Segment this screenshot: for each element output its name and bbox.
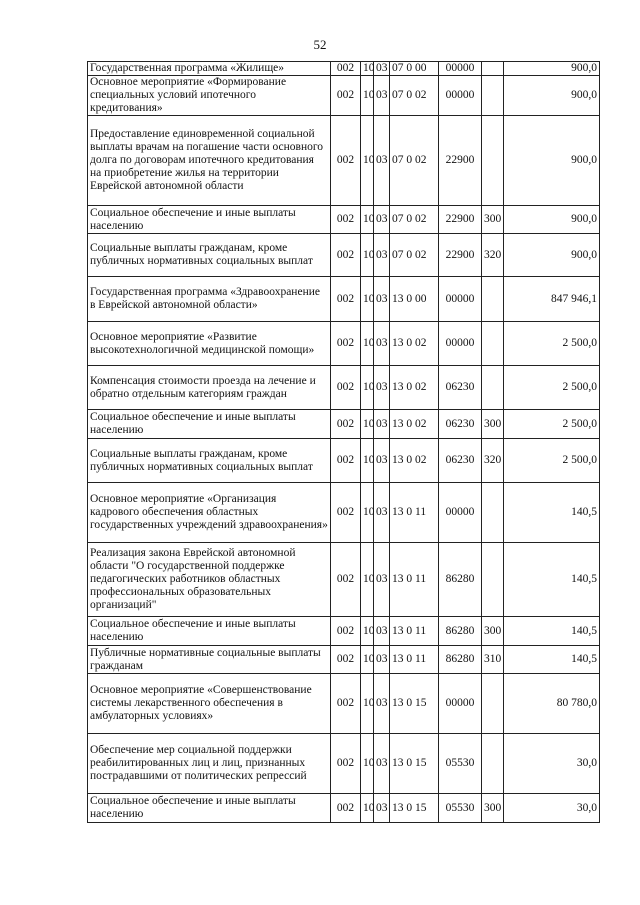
page-number: 52: [313, 37, 327, 52]
rz-code: 10: [361, 439, 374, 483]
table-row: [88, 116, 600, 206]
item-name: Основное мероприятие «Организация кадрового обеспечения областных государственных учреждений здравоохранения»: [88, 483, 331, 543]
table-row: [88, 410, 600, 439]
table-row: [88, 234, 600, 277]
gr-code: 002: [331, 617, 361, 646]
expense-type-code: [482, 366, 504, 410]
direction-code: 00000: [439, 62, 482, 76]
amount: 2 500,0: [504, 410, 600, 439]
program-code: 07 0 02: [390, 234, 439, 277]
item-name: Государственная программа «Здравоохранение в Еврейской автономной области»: [88, 277, 331, 322]
program-code: 13 0 15: [390, 734, 439, 794]
rz-code: 10: [361, 322, 374, 366]
gr-code: 002: [331, 674, 361, 734]
rz-code: 10: [361, 674, 374, 734]
expense-type-code: 300: [482, 206, 504, 234]
amount: 2 500,0: [504, 366, 600, 410]
item-name: Социальные выплаты гражданам, кроме публичных нормативных социальных выплат: [88, 439, 331, 483]
direction-code: 05530: [439, 794, 482, 823]
pr-code: 03: [374, 439, 390, 483]
rz-code: 10: [361, 206, 374, 234]
item-name: Компенсация стоимости проезда на лечение и обратно отдельным категориям граждан: [88, 366, 331, 410]
program-code: 07 0 02: [390, 116, 439, 206]
program-code: 13 0 11: [390, 646, 439, 674]
program-code: 07 0 02: [390, 76, 439, 116]
rz-code: 10: [361, 366, 374, 410]
rz-code: 10: [361, 76, 374, 116]
gr-code: 002: [331, 410, 361, 439]
direction-code: 86280: [439, 646, 482, 674]
pr-code: 03: [374, 674, 390, 734]
amount: 2 500,0: [504, 439, 600, 483]
gr-code: 002: [331, 543, 361, 617]
gr-code: 002: [331, 794, 361, 823]
amount: 900,0: [504, 234, 600, 277]
rz-code: 10: [361, 410, 374, 439]
item-name: Социальное обеспечение и иные выплаты населению: [88, 617, 331, 646]
budget-table-body: [88, 62, 600, 823]
direction-code: 06230: [439, 410, 482, 439]
gr-code: 002: [331, 62, 361, 76]
gr-code: 002: [331, 734, 361, 794]
amount: 140,5: [504, 483, 600, 543]
direction-code: 22900: [439, 206, 482, 234]
expense-type-code: [482, 322, 504, 366]
table-row: [88, 734, 600, 794]
direction-code: 00000: [439, 76, 482, 116]
item-name: Социальное обеспечение и иные выплаты населению: [88, 794, 331, 823]
gr-code: 002: [331, 322, 361, 366]
pr-code: 03: [374, 366, 390, 410]
table-row: [88, 62, 600, 76]
gr-code: 002: [331, 234, 361, 277]
pr-code: 03: [374, 277, 390, 322]
rz-code: 10: [361, 734, 374, 794]
table-row: [88, 674, 600, 734]
item-name: Социальные выплаты гражданам, кроме публичных нормативных социальных выплат: [88, 234, 331, 277]
table-row: [88, 483, 600, 543]
expense-type-code: 300: [482, 410, 504, 439]
pr-code: 03: [374, 206, 390, 234]
pr-code: 03: [374, 617, 390, 646]
table-row: [88, 277, 600, 322]
program-code: 13 0 15: [390, 794, 439, 823]
rz-code: 10: [361, 234, 374, 277]
program-code: 13 0 11: [390, 543, 439, 617]
direction-code: 00000: [439, 674, 482, 734]
amount: 80 780,0: [504, 674, 600, 734]
gr-code: 002: [331, 646, 361, 674]
expense-type-code: [482, 674, 504, 734]
direction-code: 00000: [439, 322, 482, 366]
table-row: [88, 617, 600, 646]
program-code: 13 0 02: [390, 322, 439, 366]
amount: 140,5: [504, 646, 600, 674]
direction-code: 06230: [439, 366, 482, 410]
amount: 140,5: [504, 543, 600, 617]
program-code: 13 0 11: [390, 483, 439, 543]
item-name: Публичные нормативные социальные выплаты гражданам: [88, 646, 331, 674]
direction-code: 86280: [439, 543, 482, 617]
pr-code: 03: [374, 483, 390, 543]
pr-code: 03: [374, 76, 390, 116]
rz-code: 10: [361, 116, 374, 206]
pr-code: 03: [374, 116, 390, 206]
rz-code: 10: [361, 62, 374, 76]
table-row: [88, 76, 600, 116]
gr-code: 002: [331, 366, 361, 410]
program-code: 13 0 02: [390, 366, 439, 410]
amount: 2 500,0: [504, 322, 600, 366]
amount: 900,0: [504, 206, 600, 234]
expense-type-code: 320: [482, 439, 504, 483]
table-row: [88, 206, 600, 234]
rz-code: 10: [361, 794, 374, 823]
pr-code: 03: [374, 62, 390, 76]
amount: 900,0: [504, 116, 600, 206]
rz-code: 10: [361, 483, 374, 543]
direction-code: 22900: [439, 234, 482, 277]
amount: 30,0: [504, 794, 600, 823]
expense-type-code: [482, 543, 504, 617]
expense-type-code: [482, 277, 504, 322]
program-code: 13 0 02: [390, 439, 439, 483]
gr-code: 002: [331, 277, 361, 322]
item-name: Обеспечение мер социальной поддержки реабилитированных лиц и лиц, признанных пострадавшими от политических репрессий: [88, 734, 331, 794]
item-name: Реализация закона Еврейской автономной области "О государственной поддержке педагогических работников областных профессиональных образовательных организаций": [88, 543, 331, 617]
amount: 847 946,1: [504, 277, 600, 322]
expense-type-code: [482, 483, 504, 543]
table-row: [88, 543, 600, 617]
table-row: [88, 646, 600, 674]
rz-code: 10: [361, 646, 374, 674]
item-name: Предоставление единовременной социальной выплаты врачам на погашение части основного долга по договорам ипотечного кредитования на приобретение жилья на территории Еврейской автономной области: [88, 116, 331, 206]
pr-code: 03: [374, 234, 390, 277]
expense-type-code: 300: [482, 617, 504, 646]
pr-code: 03: [374, 410, 390, 439]
table-row: [88, 366, 600, 410]
expense-type-code: 320: [482, 234, 504, 277]
direction-code: 22900: [439, 116, 482, 206]
table-row: [88, 439, 600, 483]
pr-code: 03: [374, 794, 390, 823]
table-row: [88, 794, 600, 823]
item-name: Основное мероприятие «Формирование специальных условий ипотечного кредитования»: [88, 76, 331, 116]
expense-type-code: [482, 76, 504, 116]
item-name: Социальное обеспечение и иные выплаты населению: [88, 206, 331, 234]
rz-code: 10: [361, 617, 374, 646]
amount: 140,5: [504, 617, 600, 646]
amount: 30,0: [504, 734, 600, 794]
expense-type-code: [482, 116, 504, 206]
program-code: 13 0 15: [390, 674, 439, 734]
table-row: [88, 322, 600, 366]
pr-code: 03: [374, 646, 390, 674]
amount: 900,0: [504, 62, 600, 76]
direction-code: 86280: [439, 617, 482, 646]
gr-code: 002: [331, 439, 361, 483]
pr-code: 03: [374, 543, 390, 617]
program-code: 13 0 02: [390, 410, 439, 439]
amount: 900,0: [504, 76, 600, 116]
program-code: 07 0 00: [390, 62, 439, 76]
direction-code: 00000: [439, 277, 482, 322]
direction-code: 05530: [439, 734, 482, 794]
pr-code: 03: [374, 322, 390, 366]
gr-code: 002: [331, 116, 361, 206]
item-name: Основное мероприятие «Развитие высокотехнологичной медицинской помощи»: [88, 322, 331, 366]
expense-type-code: 300: [482, 794, 504, 823]
gr-code: 002: [331, 483, 361, 543]
program-code: 13 0 00: [390, 277, 439, 322]
pr-code: 03: [374, 734, 390, 794]
rz-code: 10: [361, 543, 374, 617]
item-name: Основное мероприятие «Совершенствование системы лекарственного обеспечения в амбулаторных условиях»: [88, 674, 331, 734]
gr-code: 002: [331, 76, 361, 116]
item-name: Государственная программа «Жилище»: [88, 62, 331, 76]
direction-code: 06230: [439, 439, 482, 483]
item-name: Социальное обеспечение и иные выплаты населению: [88, 410, 331, 439]
expense-type-code: [482, 734, 504, 794]
expense-type-code: [482, 62, 504, 76]
program-code: 07 0 02: [390, 206, 439, 234]
expense-type-code: 310: [482, 646, 504, 674]
gr-code: 002: [331, 206, 361, 234]
direction-code: 00000: [439, 483, 482, 543]
budget-table: [87, 61, 600, 823]
rz-code: 10: [361, 277, 374, 322]
program-code: 13 0 11: [390, 617, 439, 646]
